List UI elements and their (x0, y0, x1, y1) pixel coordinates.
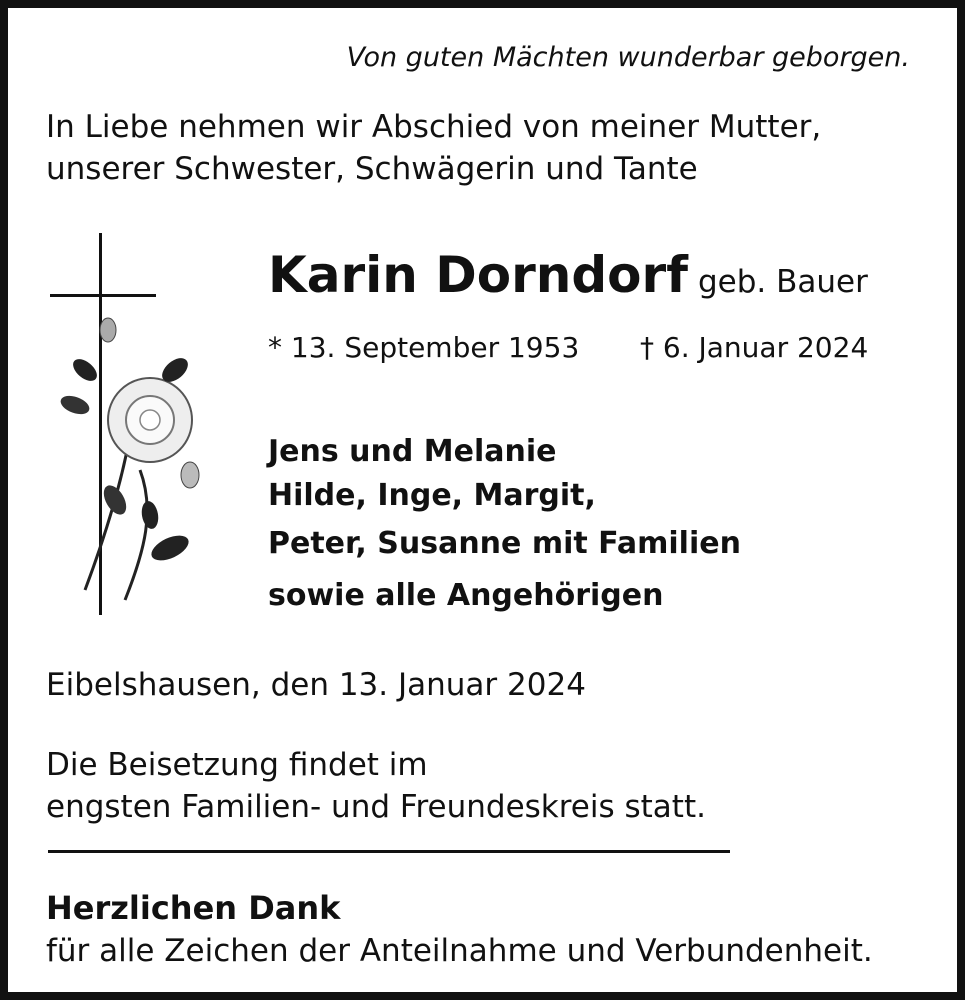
intro-line-1: In Liebe nehmen wir Abschied von meiner Mutter, (46, 109, 822, 145)
funeral-line-2: engsten Familien- und Freundeskreis statt. (46, 789, 706, 825)
name-text: Karin Dorndorf (268, 246, 688, 304)
birth-name: geb. Bauer (697, 264, 868, 300)
death-date: † 6. Januar 2024 (640, 331, 869, 364)
mourner-line: Hilde, Inge, Margit, (268, 478, 596, 513)
cross-rose-icon (45, 230, 215, 620)
mourner-line: sowie alle Angehörigen (268, 578, 664, 613)
intro-line-2: unserer Schwester, Schwägerin und Tante (46, 151, 698, 187)
mourner-line: Peter, Susanne mit Familien (268, 526, 741, 561)
thanks-text: für alle Zeichen der Anteilnahme und Verbundenheit. (46, 933, 873, 969)
quote: Von guten Mächten wunderbar geborgen. (346, 42, 910, 73)
mourner-line: Jens und Melanie (268, 434, 557, 469)
thanks-title: Herzlichen Dank (46, 889, 341, 927)
deceased-name (268, 246, 868, 304)
funeral-line-1: Die Beisetzung findet im (46, 747, 428, 783)
birth-date: * 13. September 1953 (268, 331, 580, 364)
place-date: Eibelshausen, den 13. Januar 2024 (46, 667, 586, 703)
divider (48, 850, 730, 853)
